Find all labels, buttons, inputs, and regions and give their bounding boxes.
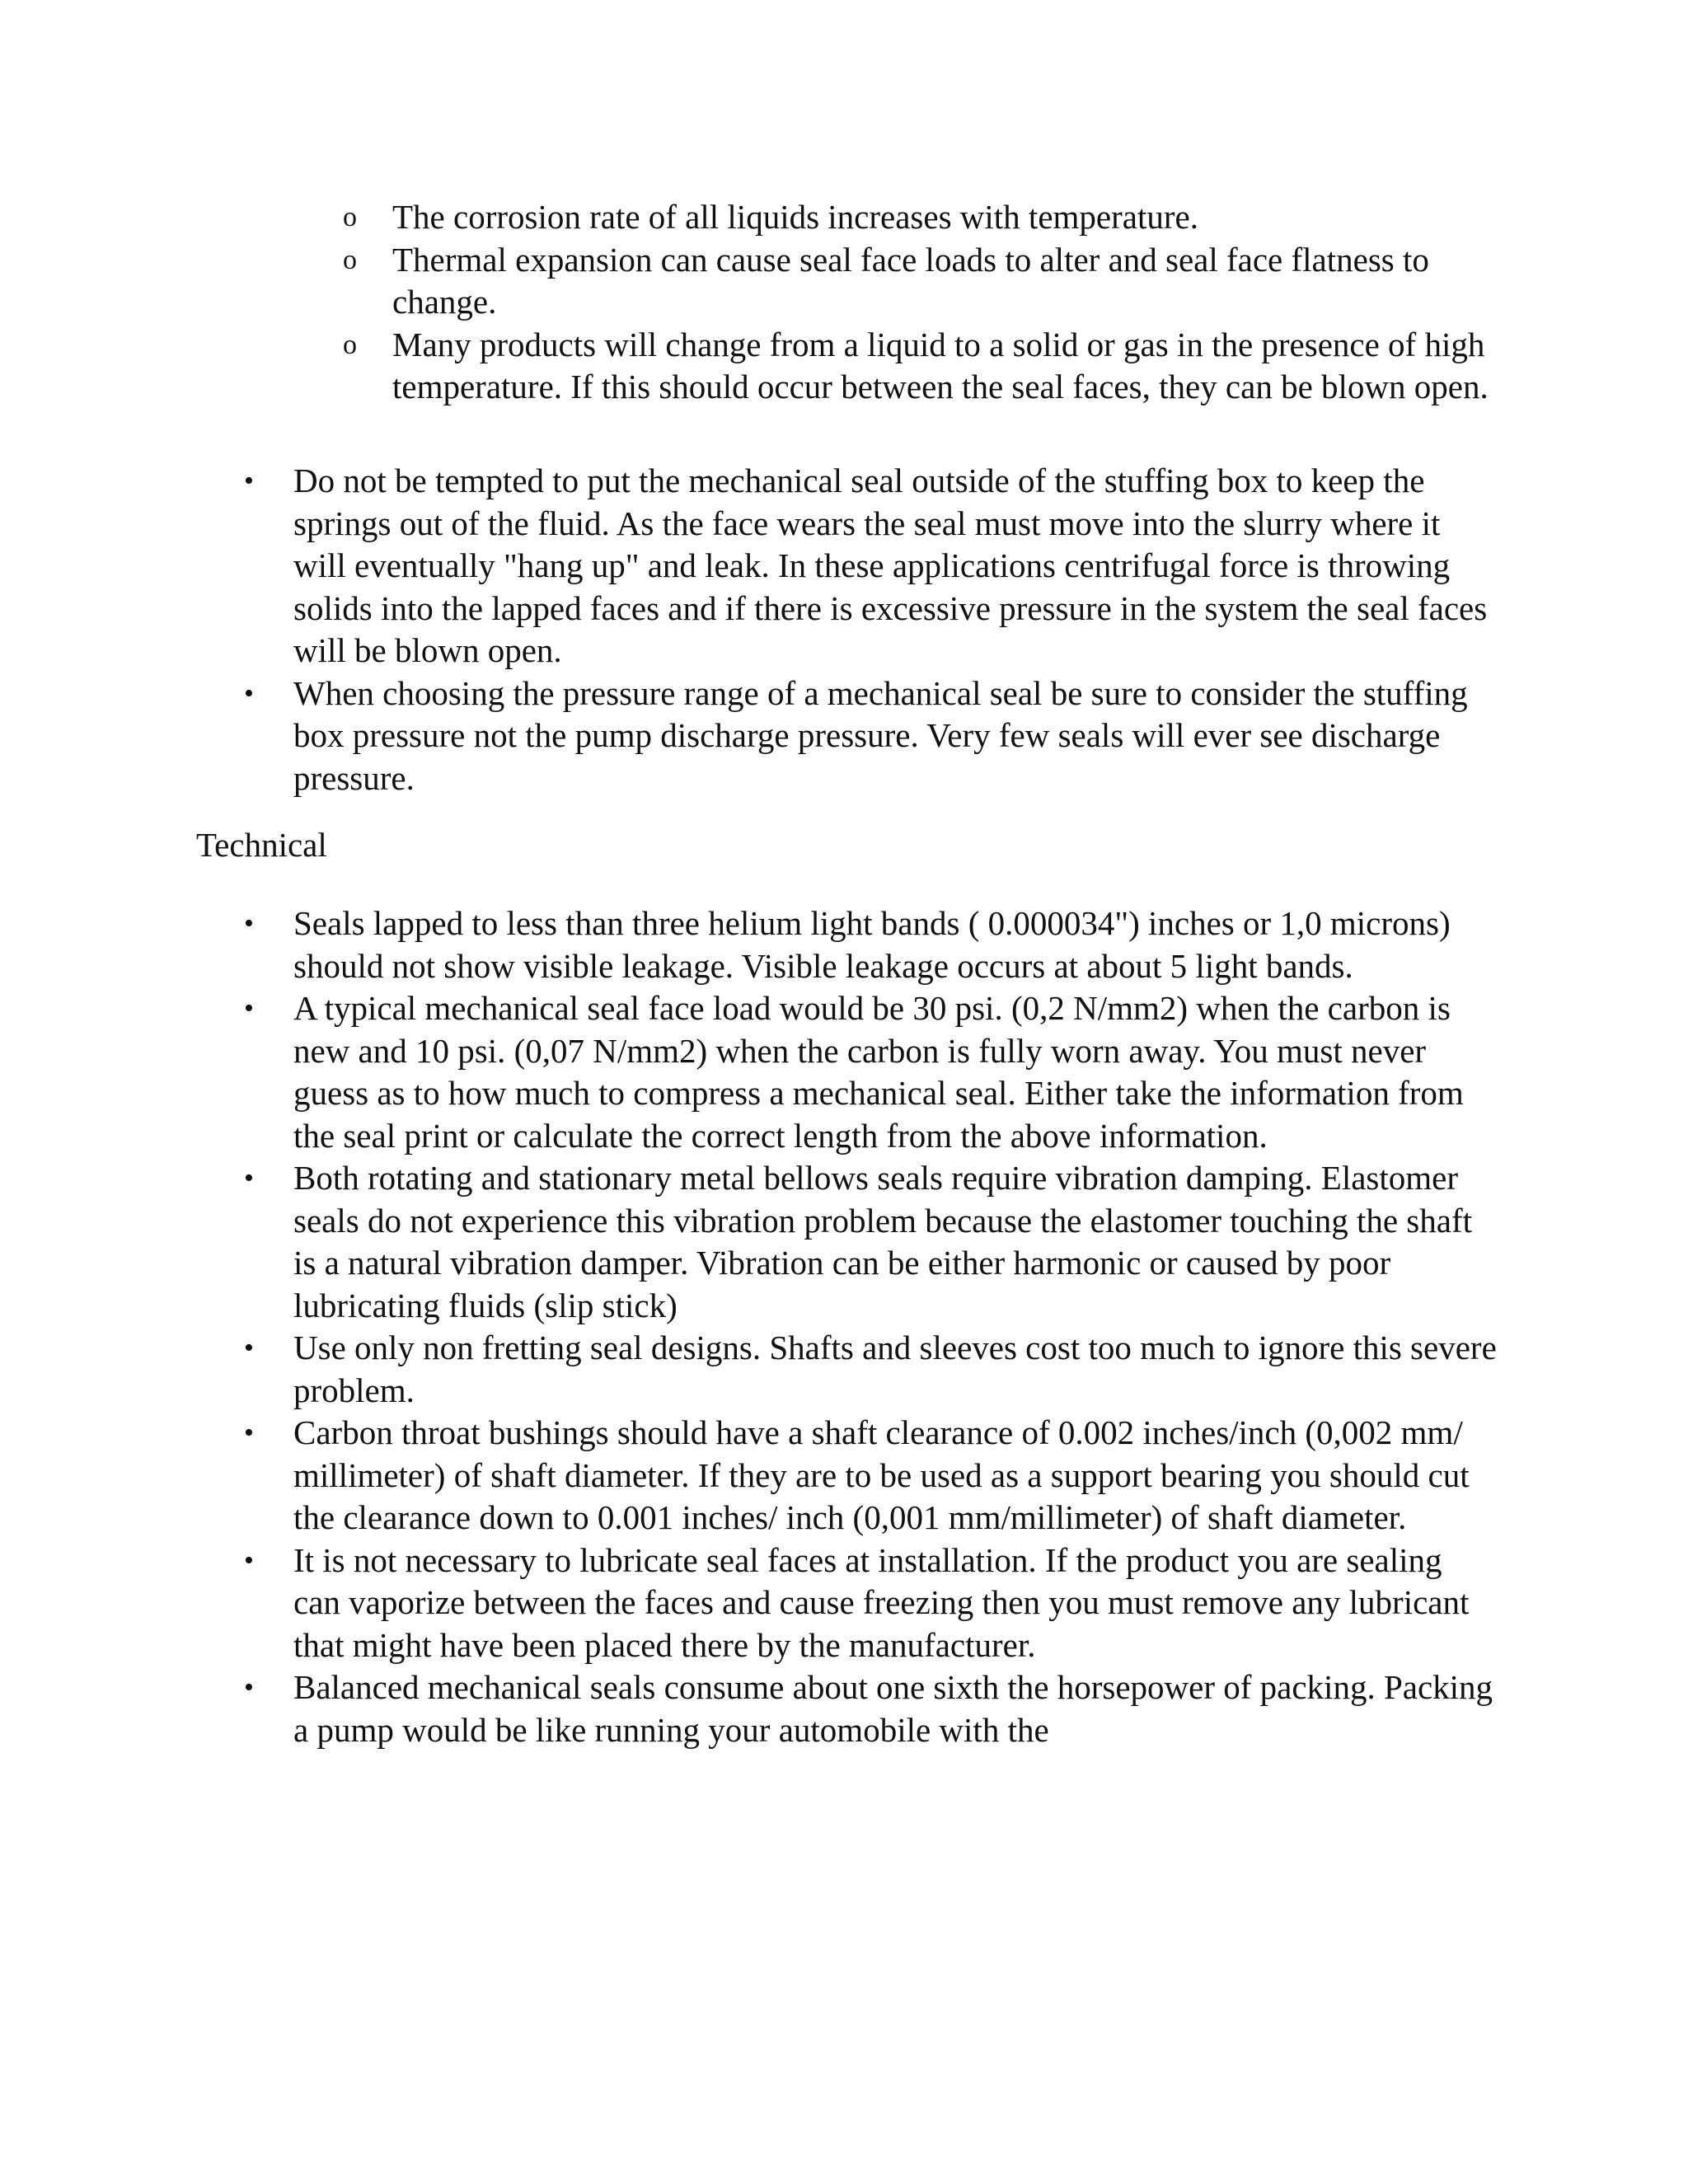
sub-bullet-list [343, 196, 1497, 409]
list-item-text: A typical mechanical seal face load would be 30 psi. (0,2 N/mm2) when the carbon is new and 10 psi. (0,07 N/mm2) when the carbon is fully worn away. You must never guess as to how much to compress a mechanical seal. Either take the information from the seal print or calculate the correct length from the above information. [293, 989, 1464, 1155]
list-item [244, 1540, 1497, 1667]
list-item-text: When choosing the pressure range of a mechanical seal be sure to consider the stuffing box pressure not the pump discharge pressure. Very few seals will ever see discharge pressure. [293, 673, 1468, 797]
sub-list-item-text: The corrosion rate of all liquids increases with temperature. [392, 198, 1198, 236]
section-heading-technical: Technical [196, 826, 327, 864]
bullet-icon: • [244, 1418, 254, 1448]
sub-list-item [343, 196, 1497, 239]
bullet-icon: • [244, 908, 254, 939]
bullet-icon: • [244, 1333, 254, 1363]
sub-list-item [343, 324, 1497, 409]
bullet-list-top [244, 460, 1497, 799]
list-item [244, 1412, 1497, 1540]
circle-bullet-icon: o [343, 244, 357, 275]
list-item [244, 1666, 1497, 1751]
list-item-text: Both rotating and stationary metal bellows seals require vibration damping. Elastomer seals do not experience this vibration problem because the elastomer touching the shaft is a natural vibration damper. Vibration can be either harmonic or caused by poor lubricating fluids (slip stick) [293, 1159, 1472, 1324]
bullet-icon: • [244, 1672, 254, 1703]
list-item [244, 673, 1497, 800]
list-item-text: Do not be tempted to put the mechanical seal outside of the stuffing box to keep the springs out of the fluid. As the face wears the seal must move into the slurry where it will eventually "hang up" and leak. In these applications centrifugal force is throwing solids into the lapped faces and if there is excessive pressure in the system the seal faces will be blown open. [293, 462, 1488, 669]
bullet-icon: • [244, 677, 254, 709]
list-item-text: Balanced mechanical seals consume about one sixth the horsepower of packing. Packing a pump would be like running your automobile with the [293, 1668, 1493, 1749]
bullet-icon: • [244, 993, 254, 1024]
sub-list-item [343, 239, 1497, 324]
list-item [244, 1327, 1497, 1412]
circle-bullet-icon: o [343, 329, 357, 360]
circle-bullet-icon: o [343, 202, 357, 232]
bullet-list-technical [244, 902, 1497, 1751]
list-item [244, 460, 1497, 673]
sub-list-item-text: Many products will change from a liquid to a solid or gas in the presence of high temperature. If this should occur between the seal faces, they can be blown open. [392, 325, 1489, 405]
bullet-icon: • [244, 1544, 254, 1576]
list-item-text: It is not necessary to lubricate seal faces at installation. If the product you are sealing can vaporize between the faces and cause freezing then you must remove any lubricant that might have been placed there by the manufacturer. [293, 1540, 1470, 1664]
bullet-icon: • [244, 466, 254, 496]
list-item [244, 902, 1497, 987]
sub-list-item-text: Thermal expansion can cause seal face loads to alter and seal face flatness to change. [392, 240, 1429, 321]
list-item-text: Use only non fretting seal designs. Shafts and sleeves cost too much to ignore this severe problem. [293, 1329, 1497, 1409]
bullet-icon: • [244, 1163, 254, 1193]
list-item-text: Seals lapped to less than three helium light bands ( 0.000034") inches or 1,0 microns) should not show visible leakage. Visible leakage occurs at about 5 light bands. [293, 904, 1451, 985]
list-item-text: Carbon throat bushings should have a shaft clearance of 0.002 inches/inch (0,002 mm/ millimeter) of shaft diameter. If they are to be used as a support bearing you should cut the clearance down to 0.001 inches/ inch (0,001 mm/millimeter) of shaft diameter. [293, 1413, 1470, 1536]
list-item [244, 1157, 1497, 1327]
list-item [244, 987, 1497, 1157]
